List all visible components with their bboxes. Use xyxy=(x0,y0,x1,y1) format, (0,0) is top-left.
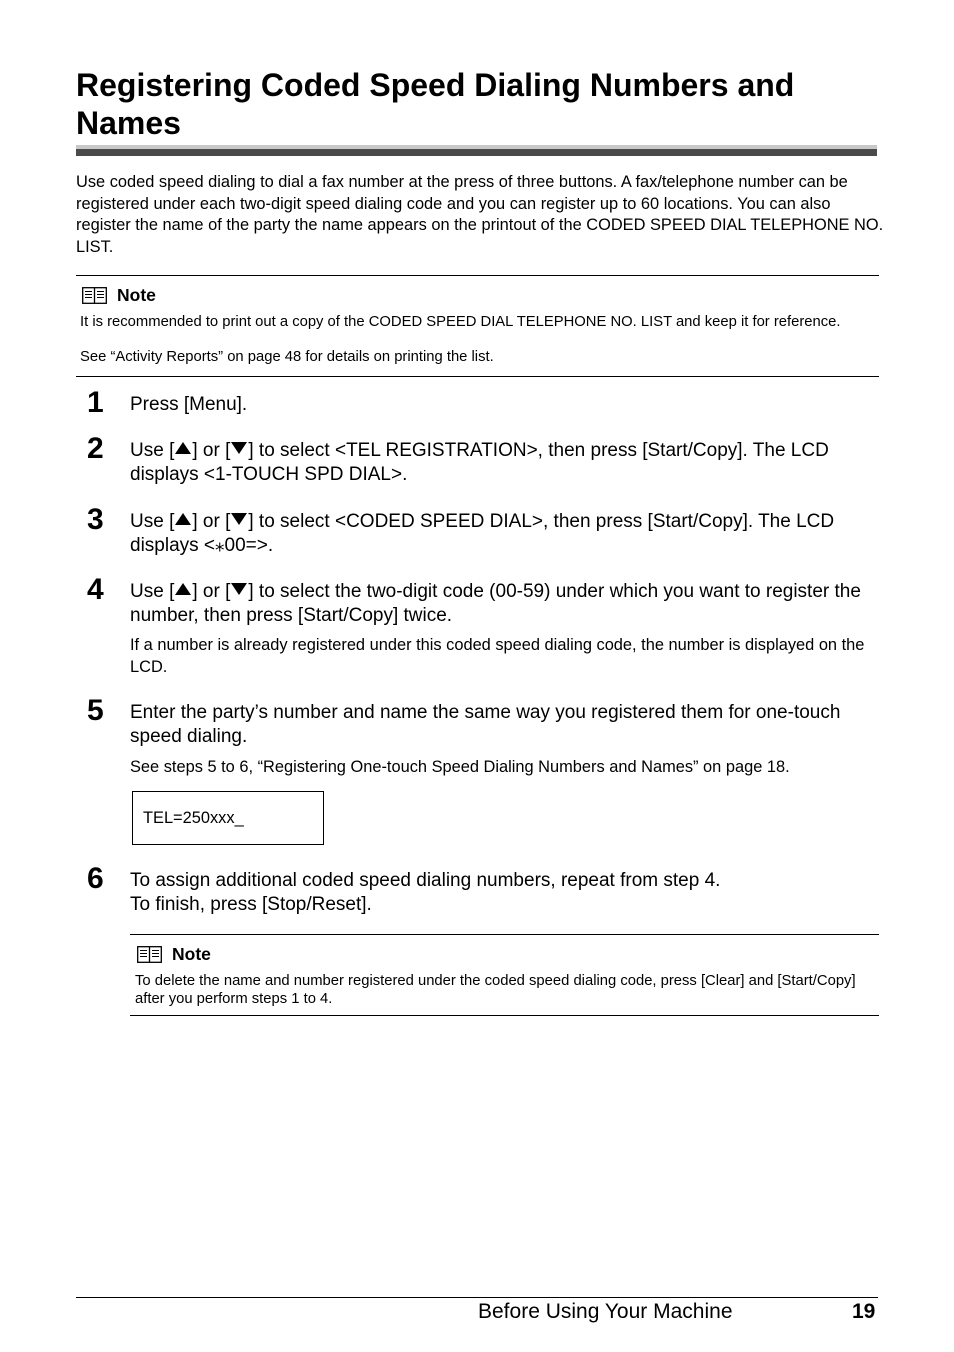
step-3-post: ] to select <CODED SPEED DIAL>, then press [Start/Copy]. The LCD displays <⁎00=>. xyxy=(130,511,835,556)
note2-header xyxy=(137,944,211,965)
note1-line2: See “Activity Reports” on page 48 for details on printing the list. xyxy=(80,349,494,365)
note-book-icon xyxy=(82,287,107,304)
step-4-mid: ] or [ xyxy=(192,581,231,602)
note2-top-rule xyxy=(130,934,879,935)
step-3-mid: ] or [ xyxy=(192,511,231,532)
step-4-subtext: If a number is already registered under this coded speed dialing code, the number is displayed on the LCD. xyxy=(130,636,865,676)
footer-section-title: Before Using Your Machine xyxy=(478,1300,733,1323)
step-2-number: 2 xyxy=(87,432,104,465)
step-2-pre: Use [ xyxy=(130,440,175,461)
note1-bottom-rule xyxy=(76,376,879,377)
step-6-number: 6 xyxy=(87,862,104,895)
lcd-display xyxy=(132,791,324,845)
page-title: Registering Coded Speed Dialing Numbers and Names xyxy=(76,67,795,141)
note1-top-rule xyxy=(76,275,879,276)
step-6-line1: To assign additional coded speed dialing numbers, repeat from step 4. xyxy=(130,870,721,891)
down-arrow-icon xyxy=(231,442,247,454)
step-4-number: 4 xyxy=(87,573,104,606)
note-book-icon xyxy=(137,946,162,963)
step-2-mid: ] or [ xyxy=(192,440,231,461)
step-1-text: Press [Menu]. xyxy=(130,394,248,415)
note2-label: Note xyxy=(172,944,211,964)
down-arrow-icon xyxy=(231,583,247,595)
up-arrow-icon xyxy=(175,513,191,525)
note1-line1: It is recommended to print out a copy of the CODED SPEED DIAL TELEPHONE NO. LIST and keep it for reference. xyxy=(80,314,841,330)
step-6-line2: To finish, press [Stop/Reset]. xyxy=(130,894,372,915)
note2-bottom-rule xyxy=(130,1015,879,1016)
step-5-text: Enter the party’s number and name the same way you registered them for one-touch speed dialing. xyxy=(130,702,841,747)
step-3-number: 3 xyxy=(87,503,104,536)
step-4-pre: Use [ xyxy=(130,581,175,602)
footer-rule xyxy=(76,1297,878,1298)
step-3-text xyxy=(130,510,890,558)
lcd-text: TEL=250xxx_ xyxy=(143,809,244,827)
note2-text: To delete the name and number registered under the coded speed dialing code, press [Clear] and [Start/Copy] after you perform steps 1 to 4. xyxy=(135,973,856,1007)
step-4-post: ] to select the two-digit code (00-59) under which you want to register the number, then press [Start/Copy] twice. xyxy=(130,581,861,626)
note1-label: Note xyxy=(117,285,156,305)
step-3-pre: Use [ xyxy=(130,511,175,532)
down-arrow-icon xyxy=(231,513,247,525)
step-2-text xyxy=(130,439,890,487)
title-rule-dark xyxy=(76,149,877,156)
step-4-text xyxy=(130,580,890,628)
footer-page-number: 19 xyxy=(852,1300,876,1323)
up-arrow-icon xyxy=(175,583,191,595)
step-2-post: ] to select <TEL REGISTRATION>, then press [Start/Copy]. The LCD displays <1-TOUCH SPD DIAL>. xyxy=(130,440,829,485)
step-5-subtext: See steps 5 to 6, “Registering One-touch Speed Dialing Numbers and Names” on page 18. xyxy=(130,758,790,776)
step-1-number: 1 xyxy=(87,386,104,419)
intro-paragraph: Use coded speed dialing to dial a fax number at the press of three buttons. A fax/telephone number can be registered under each two-digit speed dialing code and you can register up to 60 locations. You can also register the name of the party the name appears on the printout of the CODED SPEED DIAL TELEPHONE NO. LIST. xyxy=(76,173,884,256)
step-5-number: 5 xyxy=(87,694,104,727)
up-arrow-icon xyxy=(175,442,191,454)
note1-header xyxy=(82,285,156,306)
